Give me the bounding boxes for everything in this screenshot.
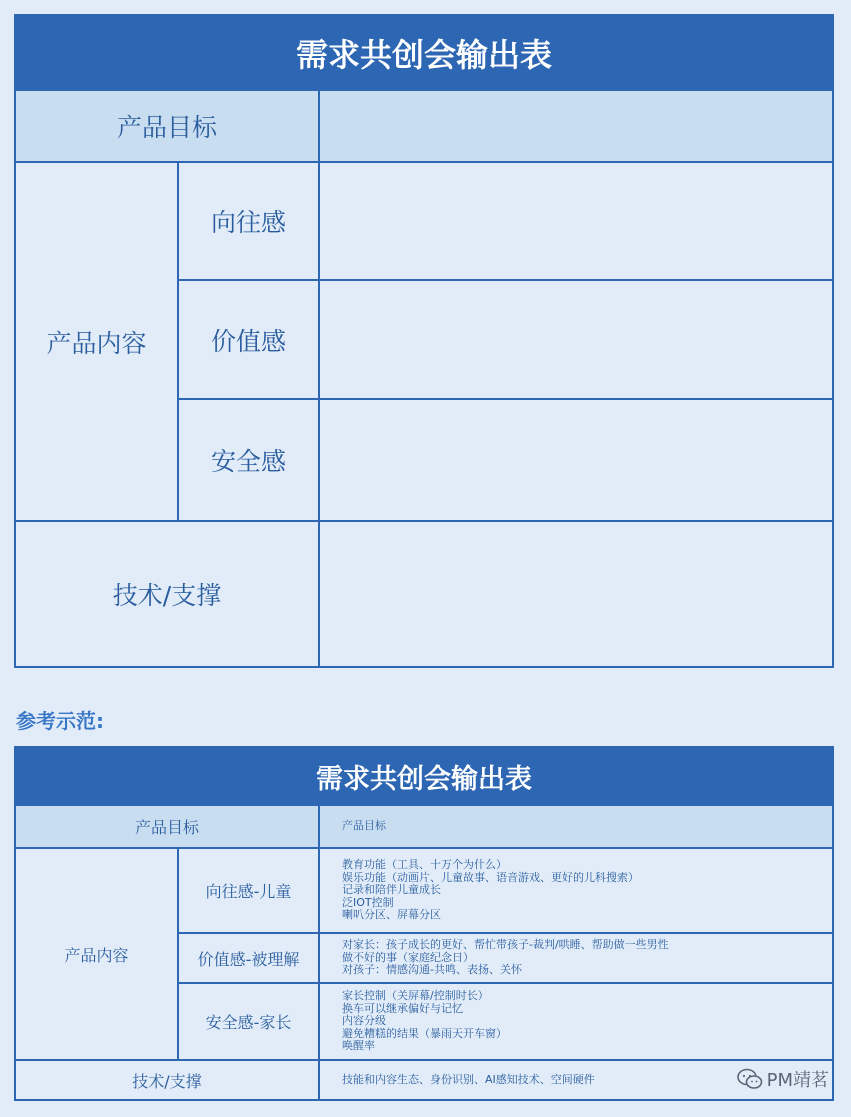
value-understood-label-cell [179,934,318,982]
value-understood-value-cell [320,934,832,982]
text-line: 产品目标 [342,819,386,833]
aspiration-child-lines [320,859,639,922]
product-content-label-cell [16,849,177,1059]
product-content-label: 产品内容 [46,328,147,358]
output-table-example [14,746,834,1101]
value-understood-label: 价值感-被理解 [197,949,300,969]
output-table-blank [14,14,834,668]
aspiration-value-cell [320,163,832,279]
product-content-label-cell [16,163,177,520]
text-line: 泛IOT控制 [342,895,394,909]
product-goal-label: 产品目标 [134,818,199,837]
product-goal-label: 产品目标 [116,113,217,142]
text-line: 做不好的事（家庭纪念日） [342,950,474,964]
aspiration-child-value-cell [320,849,832,932]
watermark-text: PM靖茗 [766,1070,829,1091]
text-line: 内容分级 [342,1014,386,1028]
text-line: 对孩子：情感沟通-共鸣、表扬、关怀 [342,963,522,977]
security-value-cell [320,400,832,520]
product-content-label: 产品内容 [64,945,129,965]
value-value-cell [320,281,832,398]
product-goal-value [320,820,386,833]
text-line: 技能和内容生态、身份识别、AI感知技术、空间硬件 [342,1072,595,1086]
tech-label-cell [16,1061,318,1099]
text-line: 家长控制（关屏幕/控制时长） [342,989,489,1003]
product-goal-label-cell [16,806,318,847]
security-label-cell [179,400,318,520]
aspiration-label: 向往感 [210,208,286,237]
tech-value-cell [320,522,832,666]
product-goal-label-cell [16,91,318,161]
product-goal-value-cell [320,806,832,847]
tech-label: 技术/支撑 [132,1071,202,1091]
security-parent-value-cell [320,984,832,1059]
text-line: 教育功能（工具、十万个为什么） [342,858,507,872]
text-line: 避免糟糕的结果（暴雨天开车窗） [342,1026,507,1040]
text-line: 娱乐功能（动画片、儿童故事、语音游戏、更好的儿科搜索） [342,870,639,884]
table-title-text: 需求共创会输出表 [295,35,552,74]
product-goal-value-cell [320,91,832,161]
security-parent-label-cell [179,984,318,1059]
security-parent-label: 安全感-家长 [205,1013,292,1032]
watermark [737,1066,829,1092]
table-title [16,16,832,89]
value-label-cell [179,281,318,398]
aspiration-child-label: 向往感-儿童 [205,882,292,901]
value-understood-lines [320,939,669,977]
text-line: 唤醒率 [342,1039,375,1053]
table-title-text: 需求共创会输出表 [316,763,532,795]
tech-label-cell [16,522,318,666]
wechat-icon [737,1068,763,1090]
text-line: 对家长：孩子成长的更好、帮忙带孩子-裁判/哄睡、帮助做一些男性 [342,938,669,952]
text-line: 换车可以继承偏好与记忆 [342,1001,463,1015]
reference-example-label: 参考示范: [16,709,104,733]
aspiration-label-cell [179,163,318,279]
tech-label: 技术/支撑 [112,581,222,610]
table-title [16,748,832,804]
text-line: 喇叭分区、屏幕分区 [342,908,441,922]
security-parent-lines [320,990,507,1053]
aspiration-child-label-cell [179,849,318,932]
tech-value [320,1074,595,1087]
security-label: 安全感 [210,447,286,476]
value-label: 价值感 [210,326,286,356]
text-line: 记录和陪伴儿童成长 [342,883,441,897]
